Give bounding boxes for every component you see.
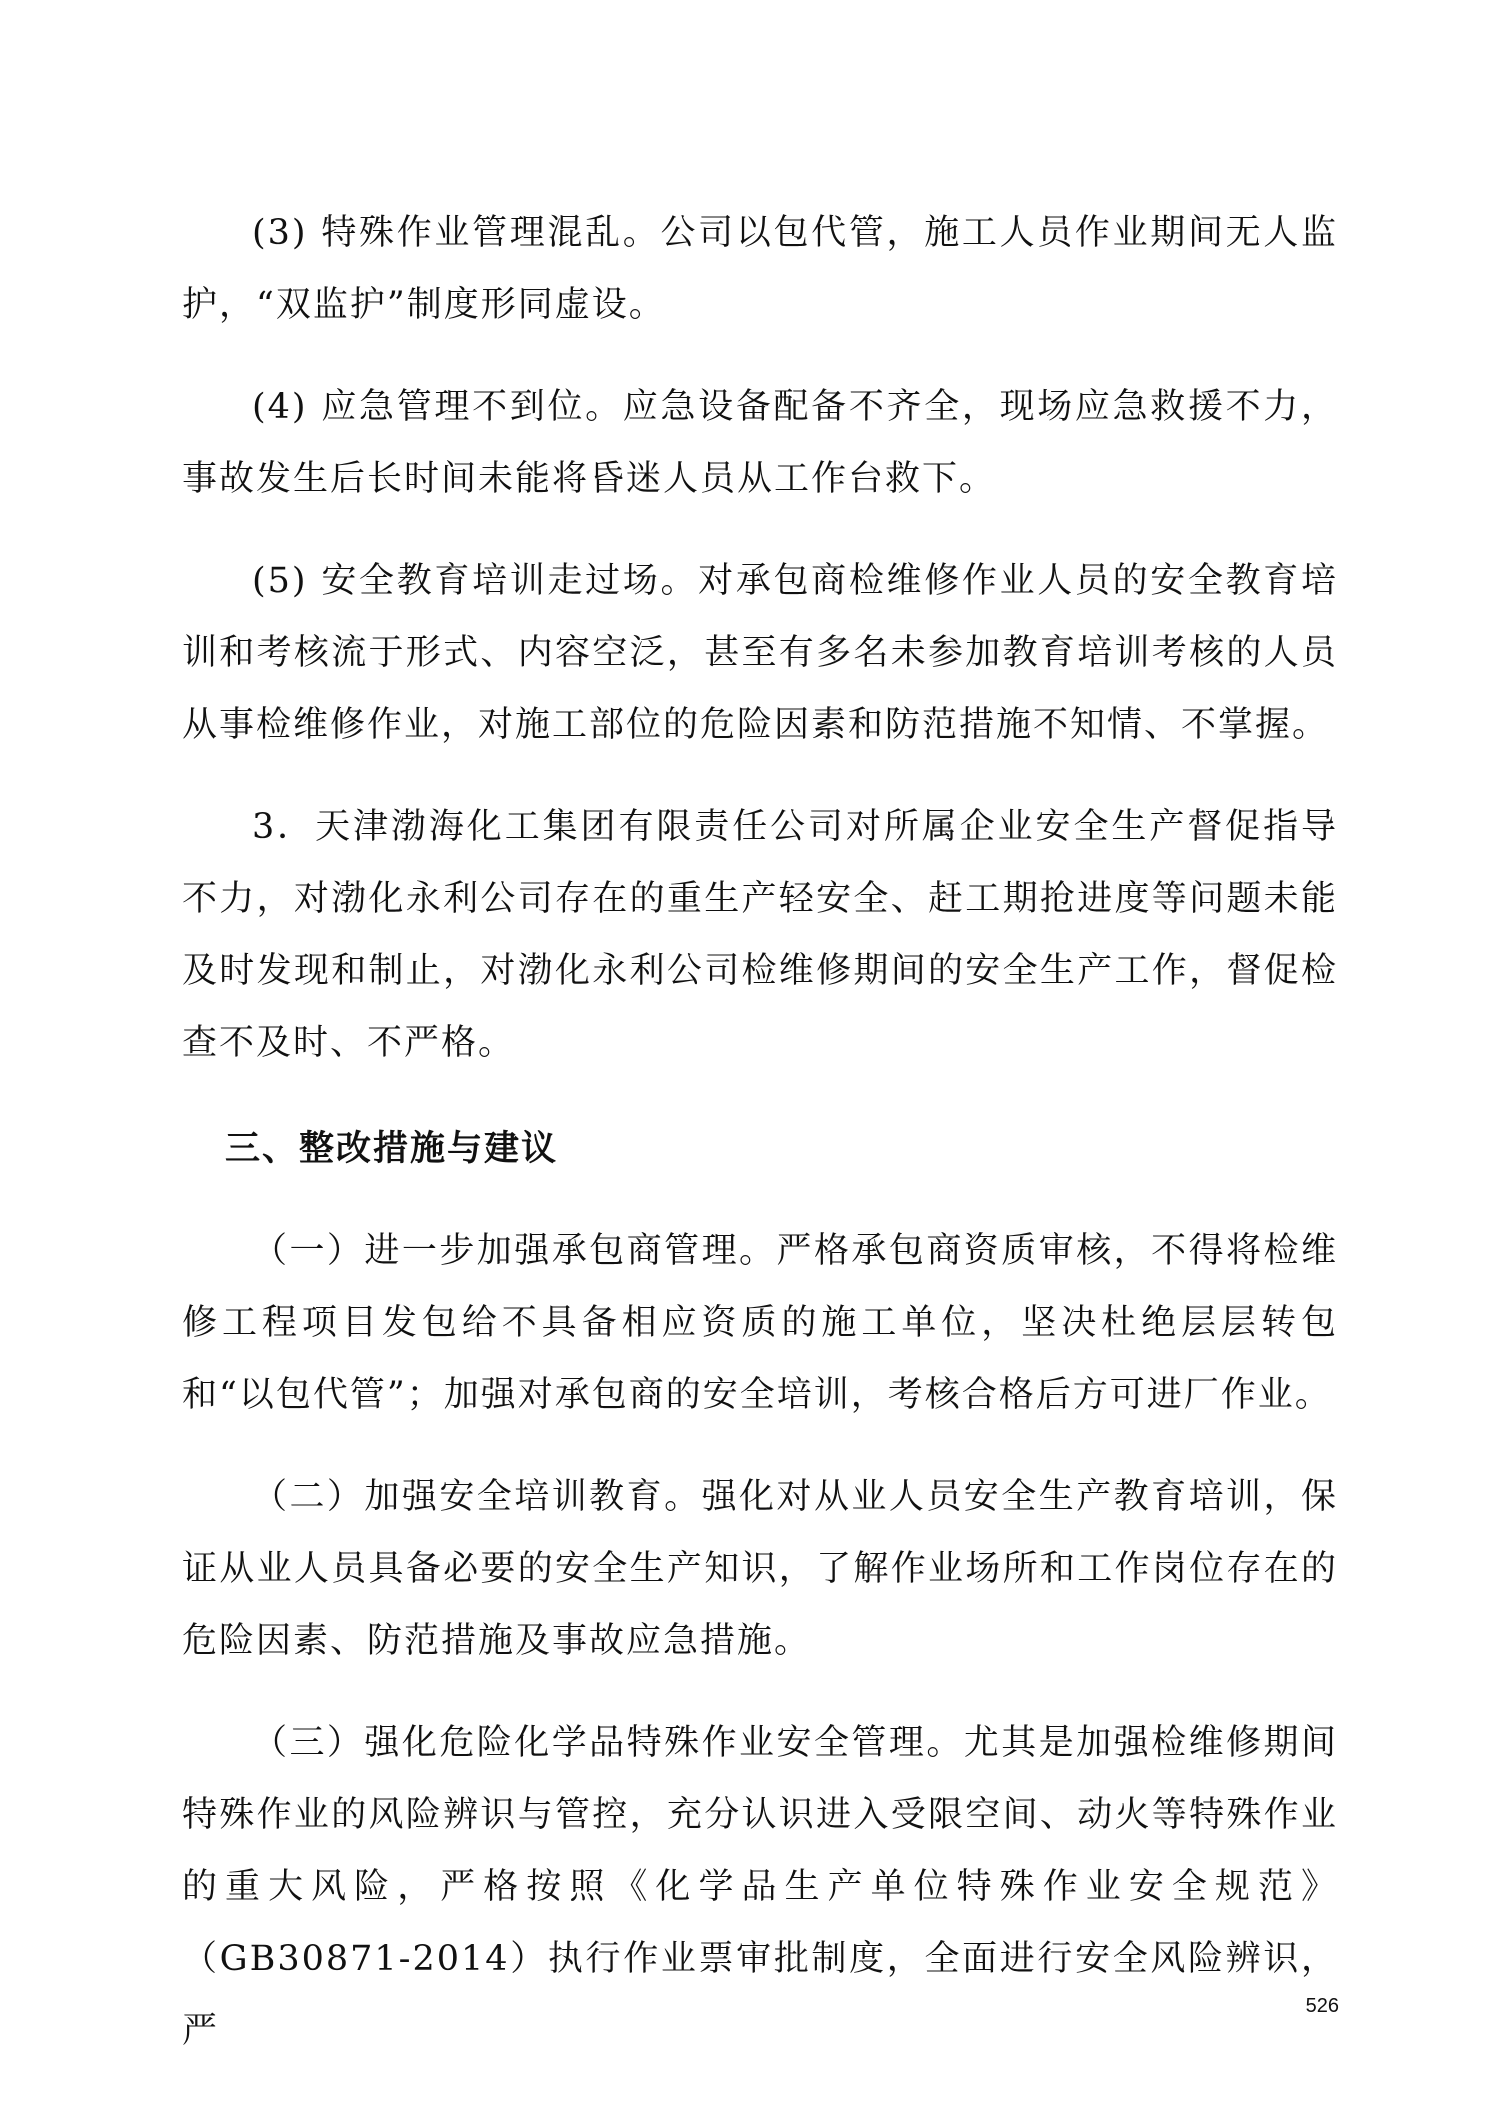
measure-safety-training: （二）加强安全培训教育。强化对从业人员安全生产教育培训，保证从业人员具备必要的安全生产知识，了解作业场所和工作岗位存在的危险因素、防范措施及事故应急措施。 bbox=[182, 1477, 1338, 1661]
paragraph-safety-training: (5) 安全教育培训走过场。对承包商检维修作业人员的安全教育培训和考核流于形式、内容空泛，甚至有多名未参加教育培训考核的人员从事检维修作业，对施工部位的危险因素和防范措施不知情、不掌握。 bbox=[182, 561, 1338, 745]
section-heading-rectification: 三、整改措施与建议 bbox=[225, 1129, 559, 1169]
page-number: 526 bbox=[1305, 1995, 1339, 2017]
paragraph-emergency-management: (4) 应急管理不到位。应急设备配备不齐全，现场应急救援不力，事故发生后长时间未能将昏迷人员从工作台救下。 bbox=[182, 387, 1338, 499]
measure-contractor-management: （一）进一步加强承包商管理。严格承包商资质审核，不得将检维修工程项目发包给不具备相应资质的施工单位，坚决杜绝层层转包和“以包代管”；加强对承包商的安全培训，考核合格后方可进厂作业。 bbox=[182, 1231, 1338, 1415]
paragraph-special-operations: (3) 特殊作业管理混乱。公司以包代管，施工人员作业期间无人监护，“双监护”制度形同虚设。 bbox=[182, 213, 1338, 325]
paragraph-group-supervision: 3．天津渤海化工集团有限责任公司对所属企业安全生产督促指导不力，对渤化永利公司存在的重生产轻安全、赶工期抢进度等问题未能及时发现和制止，对渤化永利公司检维修期间的安全生产工作，督促检查不及时、不严格。 bbox=[182, 807, 1338, 1063]
measure-special-operations: （三）强化危险化学品特殊作业安全管理。尤其是加强检维修期间特殊作业的风险辨识与管控，充分认识进入受限空间、动火等特殊作业的重大风险，严格按照《化学品生产单位特殊作业安全规范》（GB30871-2014）执行作业票审批制度，全面进行安全风险辨识，严 bbox=[182, 1723, 1338, 2051]
document-body bbox=[182, 197, 1338, 2105]
